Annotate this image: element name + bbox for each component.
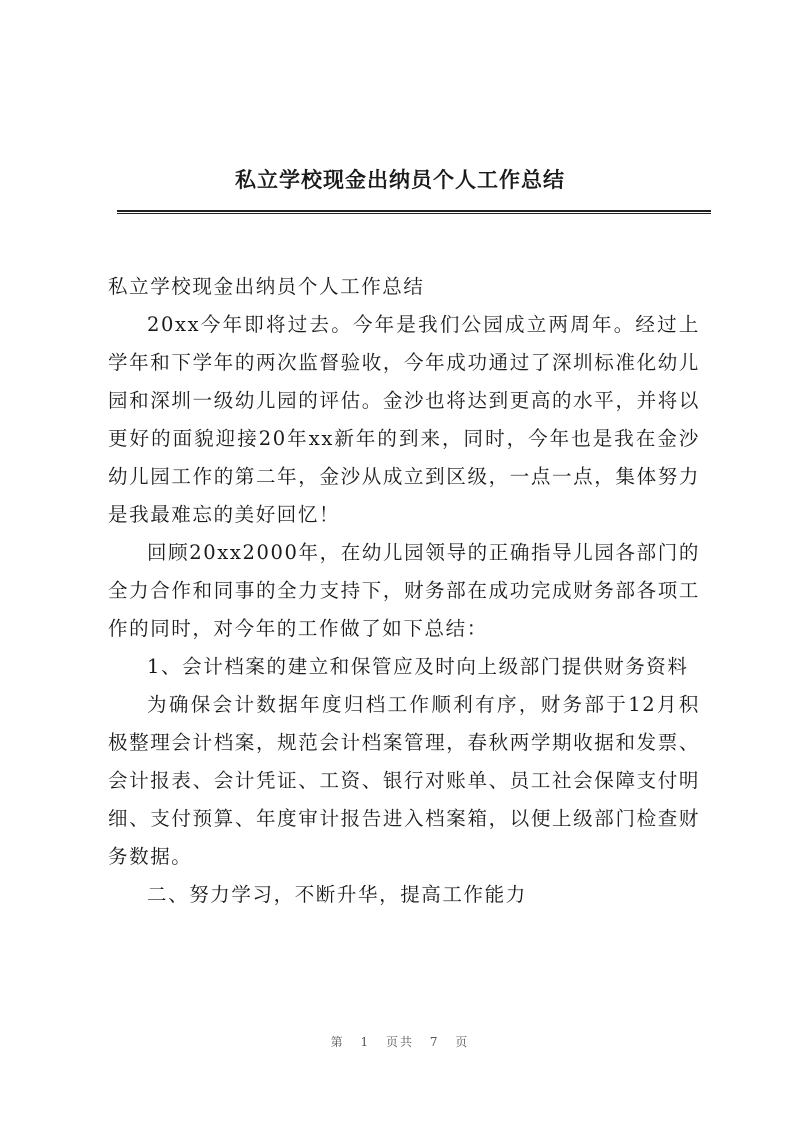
- footer-suffix: 页: [455, 1035, 470, 1049]
- page-footer: [0, 1033, 800, 1050]
- body-heading: 私立学校现金出纳员个人工作总结: [108, 275, 425, 298]
- document-title: 私立学校现金出纳员个人工作总结: [235, 168, 565, 192]
- footer-page-total: 7: [429, 1035, 440, 1049]
- document-body: [108, 268, 700, 914]
- title-divider: [117, 210, 711, 214]
- footer-prefix: 第: [330, 1035, 345, 1049]
- footer-page-number: 1: [360, 1035, 371, 1049]
- body-paragraph-review: 回顾20xx2000年，在幼儿园领导的正确指导儿园各部门的全力合作和同事的全力支持下，财务部在成功完成财务部各项工作的同时，对今年的工作做了如下总结：: [108, 541, 700, 640]
- body-paragraph-intro: 20xx今年即将过去。今年是我们公园成立两周年。经过上学年和下学年的两次监督验收，今年成功通过了深圳标准化幼儿园和深圳一级幼儿园的评估。金沙也将达到更高的水平，并将以更好的面貌迎接20年xx新年的到来，同时，今年也是我在金沙幼儿园工作的第二年，金沙从成立到区级，一点一点，集体努力是我最难忘的美好回忆！: [108, 313, 700, 526]
- footer-middle: 页共: [385, 1035, 414, 1049]
- section-heading-2: 二、努力学习，不断升华，提高工作能力: [147, 883, 527, 906]
- body-paragraph-archives: 为确保会计数据年度归档工作顺利有序，财务部于12月积极整理会计档案，规范会计档案管理，春秋两学期收据和发票、会计报表、会计凭证、工资、银行对账单、员工社会保障支付明细、支付预算、年度审计报告进入档案箱，以便上级部门检查财务数据。: [108, 693, 700, 868]
- section-heading-1: 1、会计档案的建立和保管应及时向上级部门提供财务资料: [147, 655, 689, 678]
